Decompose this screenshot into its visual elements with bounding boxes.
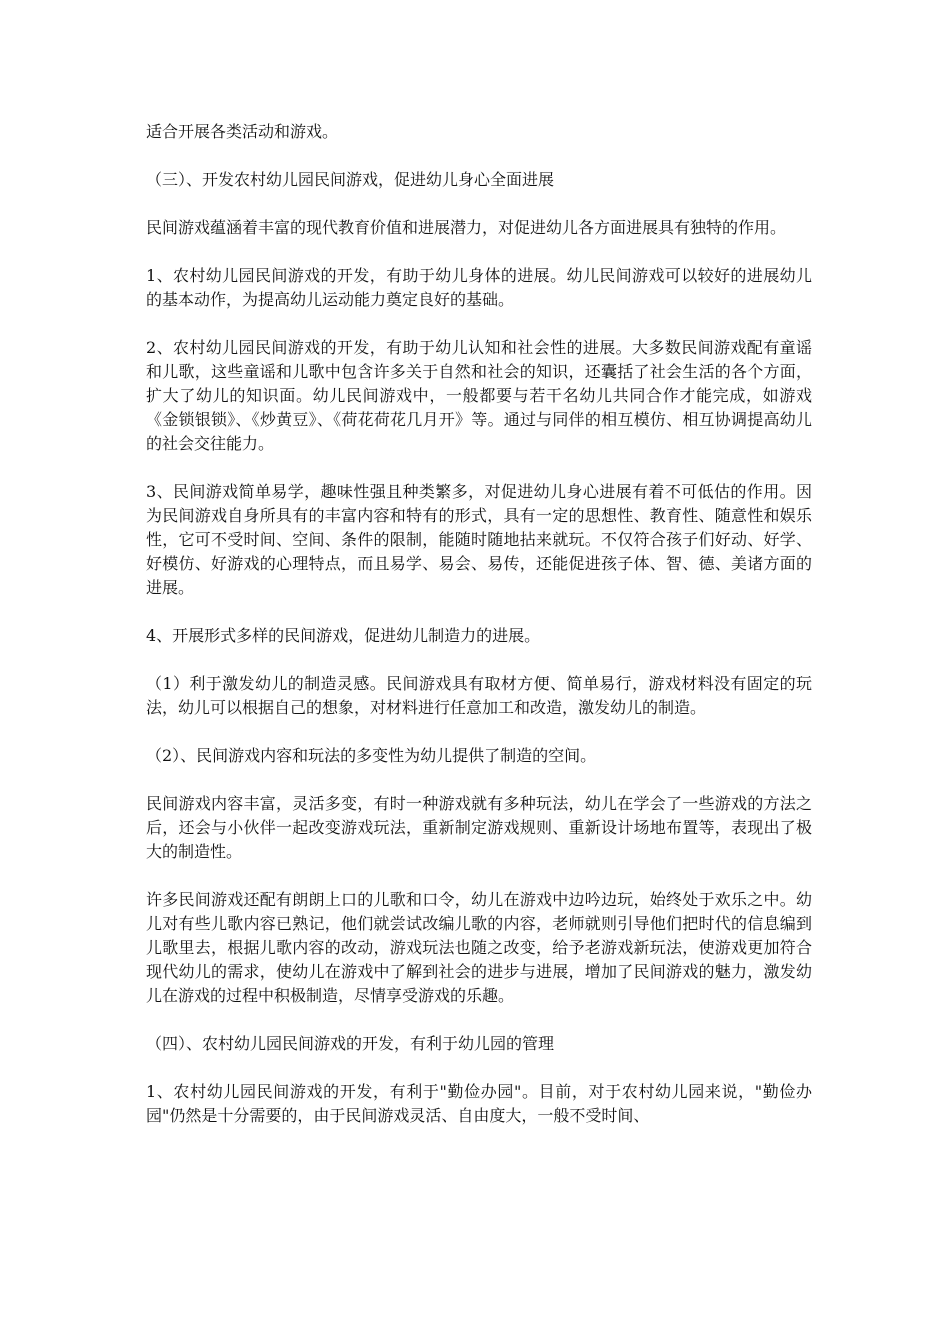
section-heading-4: （四）、农村幼儿园民间游戏的开发，有利于幼儿园的管理 bbox=[146, 1034, 555, 1053]
paragraph-nursery-rhymes: 许多民间游戏还配有朗朗上口的儿歌和口令，幼儿在游戏中边吟边玩，始终处于欢乐之中。幼儿对有些儿歌内容已熟记，他们就尝试改编儿歌的内容，老师就则引导他们把时代的信息编到儿歌里去，根据儿歌内容的改动，游戏玩法也随之改变，给予老游戏新玩法，使游戏更加符合现代幼儿的需求，使幼儿在游戏中了解到社会的进步与进展，增加了民间游戏的魅力，激发幼儿在游戏的过程中积极制造，尽情享受游戏的乐趣。 bbox=[146, 890, 812, 1005]
section-heading-3: （三）、开发农村幼儿园民间游戏，促进幼儿身心全面进展 bbox=[146, 170, 555, 189]
paragraph-point-4: 4、开展形式多样的民间游戏，促进幼儿制造力的进展。 bbox=[146, 626, 541, 645]
paragraph-intro-continuation: 适合开展各类活动和游戏。 bbox=[146, 122, 339, 141]
paragraph-point-2: 2、农村幼儿园民间游戏的开发，有助于幼儿认知和社会性的进展。大多数民间游戏配有童谣和儿歌，这些童谣和儿歌中包含许多关于自然和社会的知识，还囊括了社会生活的各个方面，扩大了幼儿的知识面。幼儿民间游戏中，一般都要与若干名幼儿共同合作才能完成，如游戏《金锁银锁》、《炒黄豆》、《荷花荷花几月开》等。通过与同伴的相互模仿、相互协调提高幼儿的社会交往能力。 bbox=[146, 338, 812, 453]
paragraph-folk-game-value: 民间游戏蕴涵着丰富的现代教育价值和进展潜力，对促进幼儿各方面进展具有独特的作用。 bbox=[146, 218, 787, 237]
paragraph-subpoint-1: （1）利于激发幼儿的制造灵感。民间游戏具有取材方便、简单易行，游戏材料没有固定的玩法，幼儿可以根据自己的想象，对材料进行任意加工和改造，激发幼儿的制造。 bbox=[146, 674, 812, 717]
paragraph-variability: 民间游戏内容丰富，灵活多变，有时一种游戏就有多种玩法，幼儿在学会了一些游戏的方法之后，还会与小伙伴一起改变游戏玩法，重新制定游戏规则、重新设计场地布置等，表现出了极大的制造性。 bbox=[146, 794, 812, 861]
paragraph-point-3: 3、民间游戏简单易学，趣味性强且种类繁多，对促进幼儿身心进展有着不可低估的作用。因为民间游戏自身所具有的丰富内容和特有的形式，具有一定的思想性、教育性、随意性和娱乐性，它可不受时间、空间、条件的限制，能随时随地拈来就玩。不仅符合孩子们好动、好学、好模仿、好游戏的心理特点，而且易学、易会、易传，还能促进孩子体、智、德、美诸方面的进展。 bbox=[146, 482, 812, 597]
paragraph-point-1: 1、农村幼儿园民间游戏的开发，有助于幼儿身体的进展。幼儿民间游戏可以较好的进展幼儿的基本动作，为提高幼儿运动能力奠定良好的基础。 bbox=[146, 266, 812, 309]
paragraph-thrifty-management: 1、农村幼儿园民间游戏的开发，有利于"勤俭办园"。目前，对于农村幼儿园来说，"勤俭办园"仍然是十分需要的，由于民间游戏灵活、自由度大，一般不受时间、 bbox=[146, 1082, 812, 1125]
paragraph-subpoint-2: （2）、民间游戏内容和玩法的多变性为幼儿提供了制造的空间。 bbox=[146, 746, 597, 765]
document-body bbox=[146, 120, 812, 1152]
